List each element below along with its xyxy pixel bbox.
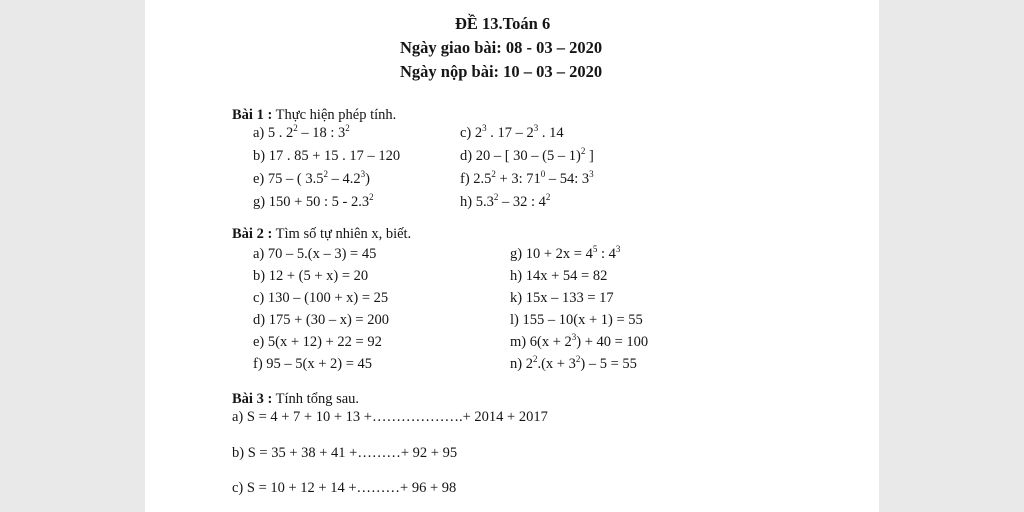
bai1-item-g: g) 150 + 50 : $5 - 2.3^2$: [253, 192, 374, 210]
bai1-item-a: a) 5 . $2^2 - 18$ : $3^2$: [253, 123, 350, 141]
bai1-item-e: e) 75 – ( $3.5^2 - 4.2^3$): [253, 169, 370, 187]
expr: 175 + (30 – x) = 200: [268, 312, 389, 328]
given-date: Ngày giao bài: 08 - 03 – 2020: [400, 38, 603, 57]
bai3-heading: [232, 390, 359, 408]
worksheet-page: [145, 0, 879, 512]
bai2-item-c: c) 130 – (100 + x) = 25: [253, 290, 389, 306]
bai3-label: Bài 3 :: [232, 391, 273, 407]
expr: 130 – (100 + x) = 25: [267, 290, 389, 306]
expr: 150 + 50 : $5 - 2.3^2$: [268, 192, 374, 210]
bai2-item-b: b) 12 + (5 + x) = 20: [253, 268, 369, 284]
bai2-item-d: d) 175 + (30 – x) = 200: [253, 312, 389, 328]
bai2-item-n: n) $2^2.(x + 3^2) - 5 = 55$: [510, 354, 637, 372]
bai2-item-g: g) $10 + 2x = 4^5$ : $4^3$: [510, 244, 621, 262]
bai2-item-m: m) $6(x + 2^3) + 40 = 100$: [510, 332, 649, 350]
bai2-item-f: f) 95 – 5(x + 2) = 45: [253, 356, 373, 372]
expr: 17 . 85 + 15 . 17 – 120: [268, 148, 401, 164]
bai2-instruction: Tìm số tự nhiên x, biết.: [275, 226, 412, 242]
bai2-item-e: e) 5(x + 12) + 22 = 92: [253, 334, 382, 350]
bai1-item-f: f) $2.5^2 + 3$: $71^0 - 54$: $3^3$: [460, 169, 594, 187]
bai2-heading: [232, 225, 411, 243]
bai1-heading: [232, 106, 396, 124]
due-date: Ngày nộp bài: 10 – 03 – 2020: [400, 62, 603, 81]
bai3-item-c: c) S = 10 + 12 + 14 +………+ 96 + 98: [232, 480, 457, 496]
bai1-instruction: Thực hiện phép tính.: [275, 107, 397, 123]
bai1-item-c: c) $2^3$ . $17 - 2^3$ . 14: [460, 123, 564, 141]
expr: $5.3^2 - 32$ : $4^2$: [475, 192, 551, 210]
expr: $2.5^2 + 3$: $71^0 - 54$: $3^3$: [473, 169, 594, 187]
bai2-item-l: l) 155 – 10(x + 1) = 55: [510, 312, 643, 328]
expr: 75 – ( $3.5^2 - 4.2^3$): [267, 169, 370, 187]
bai2-label: Bài 2 :: [232, 226, 273, 242]
worksheet-title: ĐỀ 13.Toán 6: [455, 14, 551, 33]
expr: $6(x + 2^3) + 40 = 100$: [529, 332, 649, 350]
bai1-item-h: h) $5.3^2 - 32$ : $4^2$: [460, 192, 551, 210]
bai3-instruction: Tính tổng sau.: [275, 391, 360, 407]
expr: $2^3$ . $17 - 2^3$ . 14: [474, 123, 564, 141]
bai3-item-a: a) S = 4 + 7 + 10 + 13 +……………….+ 2014 + 2017: [232, 409, 548, 425]
expr: 20 – [ 30 – (5 – 1)$^2$ ]: [475, 146, 594, 164]
expr: 5(x + 12) + 22 = 92: [267, 334, 382, 350]
bai1-item-b: b) 17 . 85 + 15 . 17 – 120: [253, 148, 401, 164]
expr: 14x + 54 = 82: [525, 268, 608, 284]
bai2-item-h: h) 14x + 54 = 82: [510, 268, 608, 284]
bai2-item-k: k) 15x – 133 = 17: [510, 290, 614, 306]
expr: $10 + 2x = 4^5$ : $4^3$: [525, 244, 621, 262]
expr: 70 – 5.(x – 3) = 45: [267, 246, 377, 262]
bai2-item-a: a) 70 – 5.(x – 3) = 45: [253, 246, 377, 262]
expr: 15x – 133 = 17: [525, 290, 614, 306]
expr: 155 – 10(x + 1) = 55: [522, 312, 643, 328]
expr: 5 . $2^2 - 18$ : $3^2$: [267, 123, 350, 141]
expr: 12 + (5 + x) = 20: [268, 268, 369, 284]
bai1-item-d: d) 20 – [ 30 – (5 – 1)$^2$ ]: [460, 146, 594, 164]
bai1-label: Bài 1 :: [232, 107, 273, 123]
bai3-item-b: b) S = 35 + 38 + 41 +………+ 92 + 95: [232, 445, 458, 461]
expr: $2^2.(x + 3^2) - 5 = 55$: [525, 354, 637, 372]
expr: 95 – 5(x + 2) = 45: [266, 356, 373, 372]
